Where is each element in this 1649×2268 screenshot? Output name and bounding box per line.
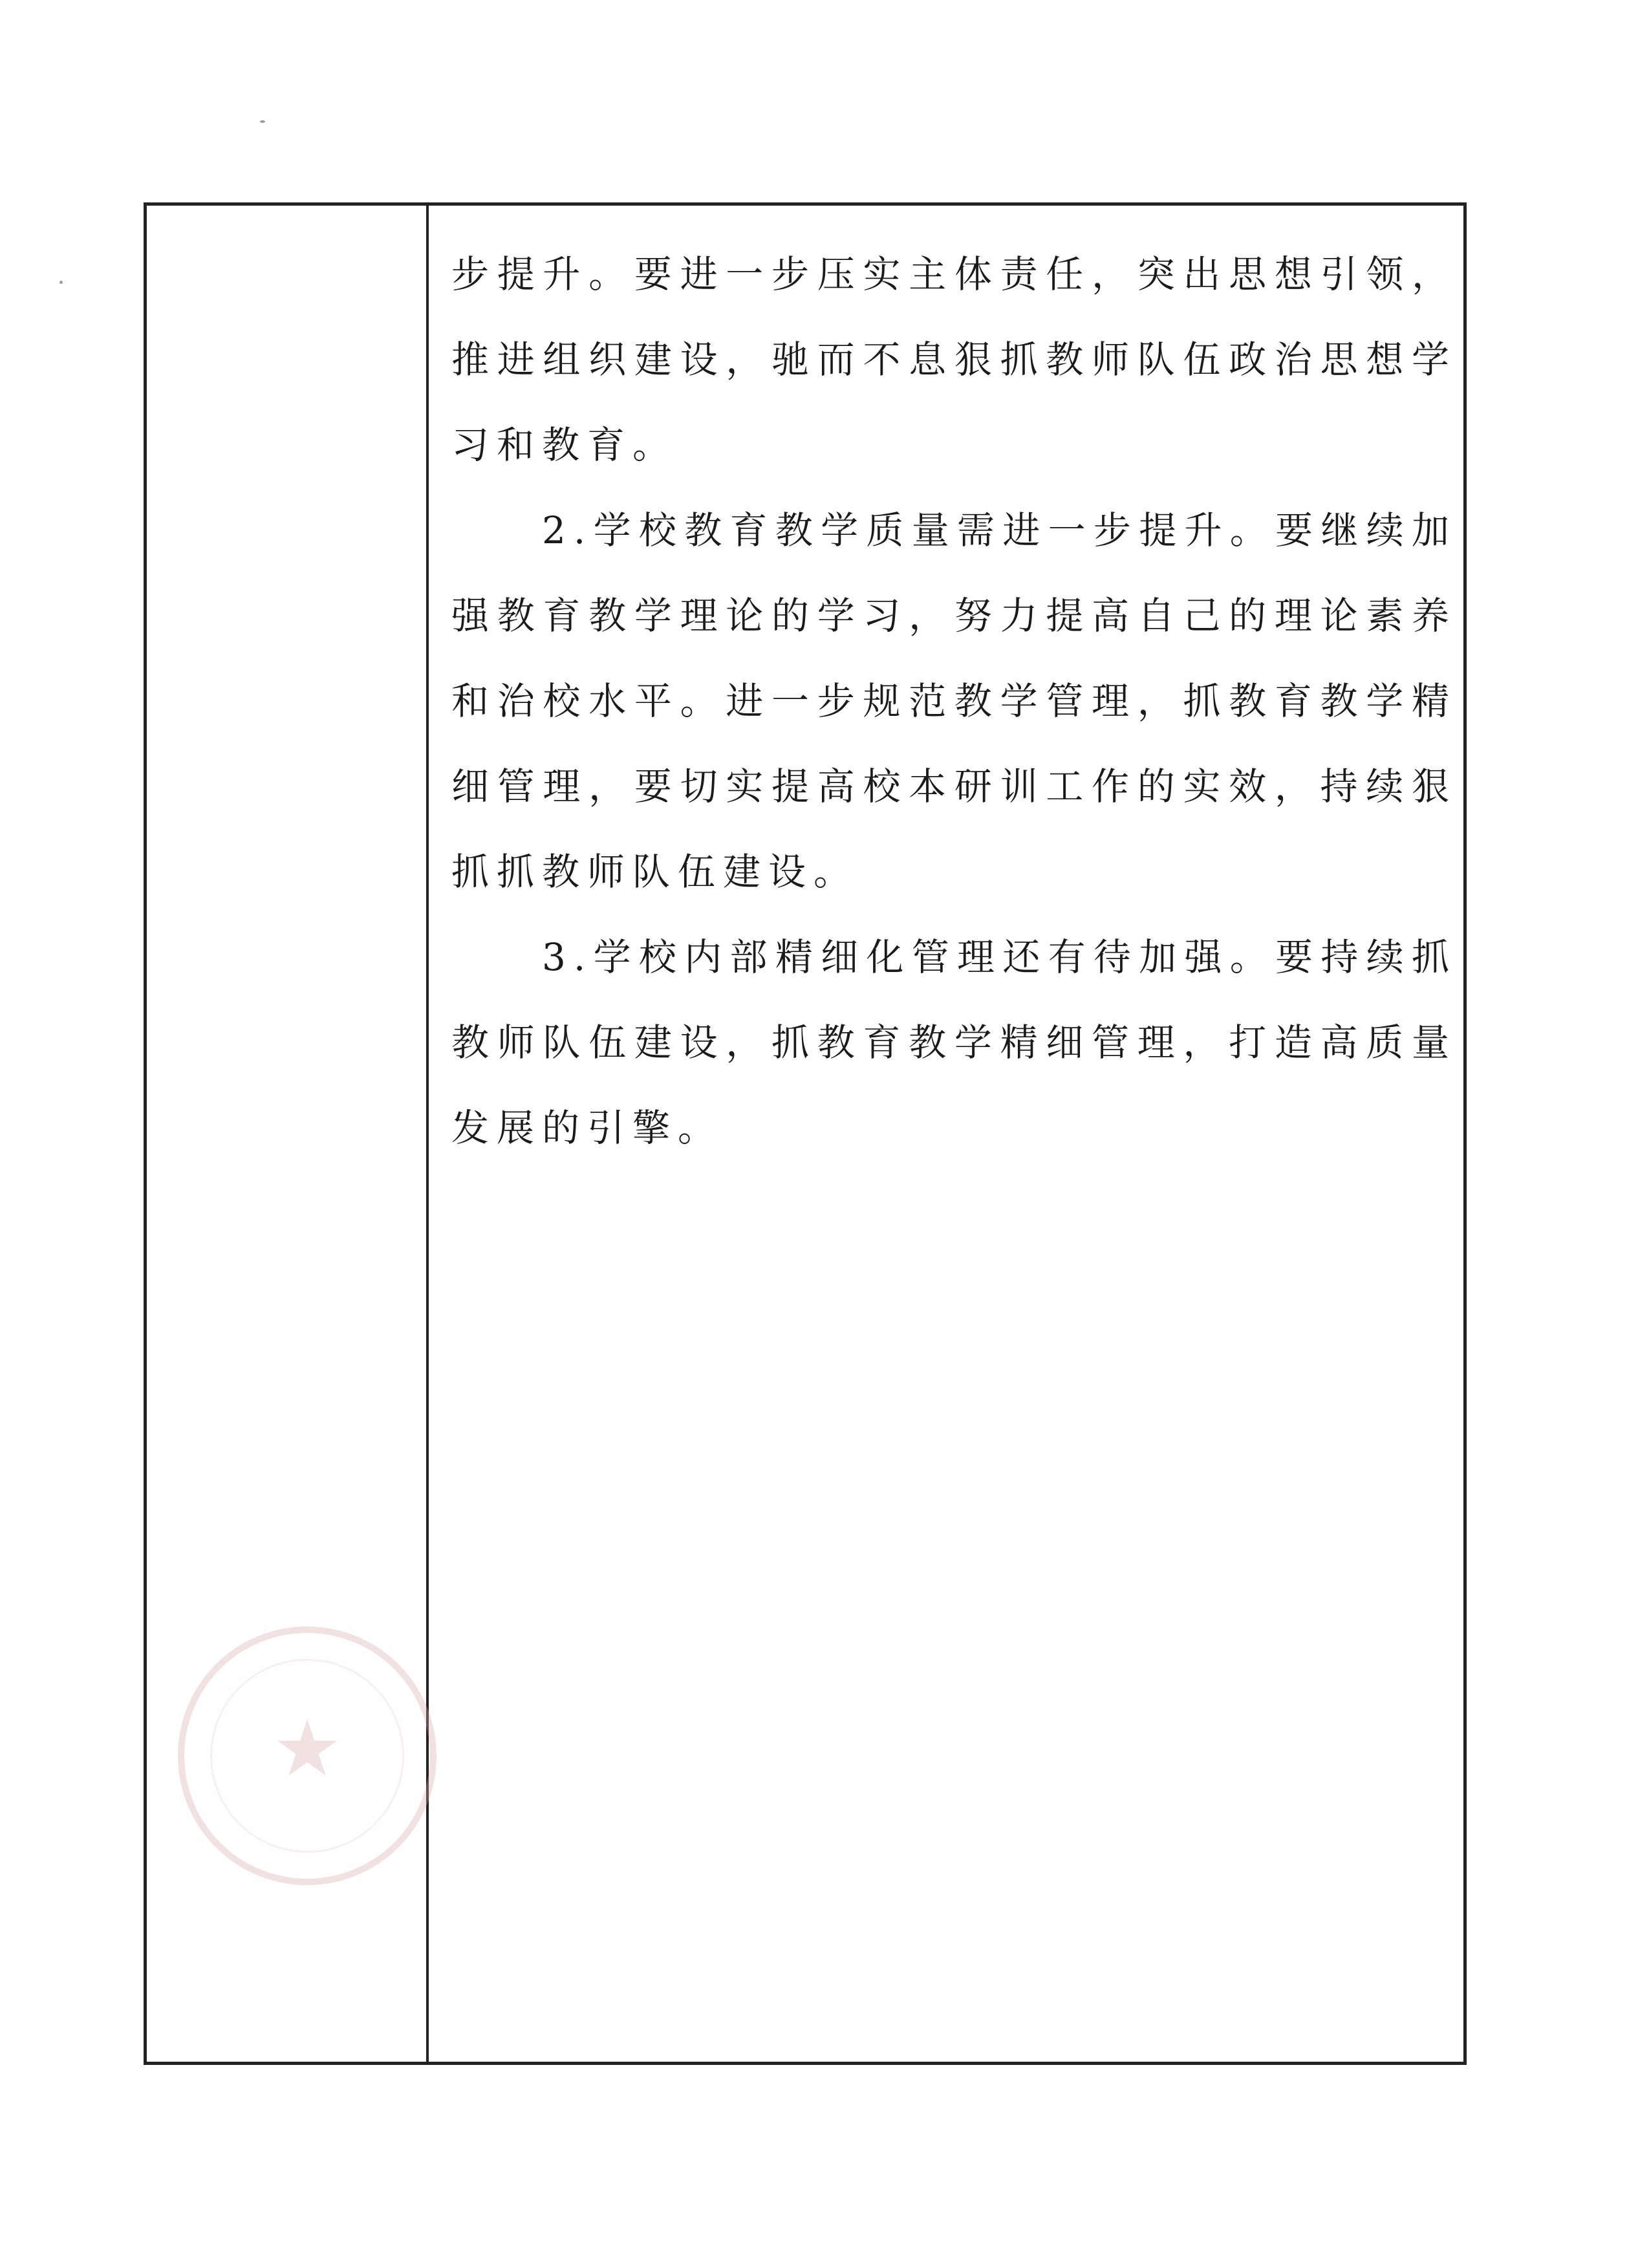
scan-speck	[260, 120, 265, 123]
paragraph-item-3: 3.学校内部精细化管理还有待加强。要持续抓教师队伍建设，抓教育教学精细管理，打造高质量发展的引擎。	[451, 935, 1457, 1150]
official-seal-icon	[178, 1626, 436, 1885]
scan-speck	[59, 281, 63, 284]
table-content-cell	[429, 206, 1463, 2062]
paragraph-item-2: 2.学校教育教学质量需进一步提升。要继续加强教育教学理论的学习，努力提高自己的理论素养和治校水平。进一步规范教学管理，抓教育教学精细管理，要切实提高校本研训工作的实效，持续狠抓抓教师队伍建设。	[451, 508, 1457, 894]
seal-star-icon: ★	[272, 1704, 342, 1794]
paragraph-continuation: 步提升。要进一步压实主体责任，突出思想引领，推进组织建设，驰而不息狠抓教师队伍政治思想学习和教育。	[451, 252, 1457, 467]
